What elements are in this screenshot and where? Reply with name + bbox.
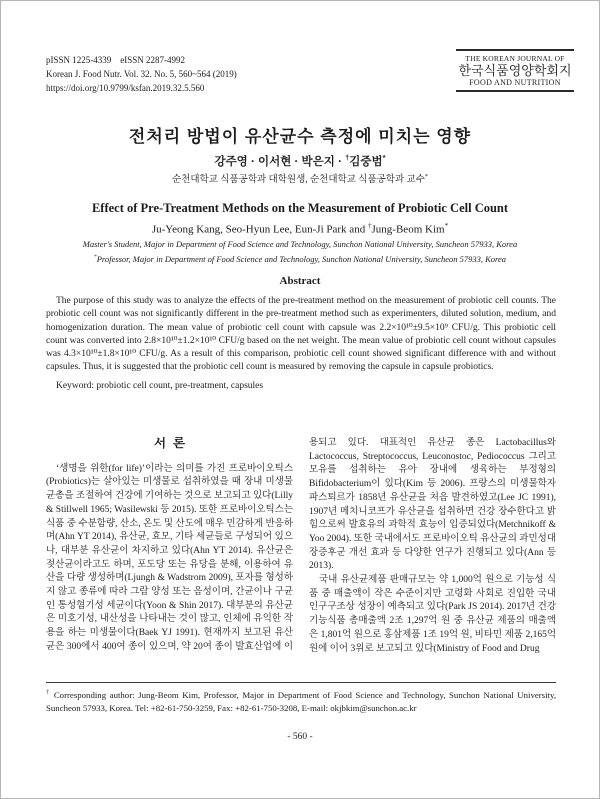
affiliation-professor-asterisk: * [93, 253, 97, 260]
affiliation-english-professor [1, 251, 599, 265]
introduction-paragraph-2: 국내 유산균제품 판매규모는 약 1,000억 원으로 기능성 식품 중 매출액이 작은 수준이지만 고령화 사회로 진입한 국내 인구구조상 성장이 예측되고 있다(Park JS 2014). 2017년 건강기능식품 총매출액 2조 1,297억 원 중 유산균 제품의 매출액은 1,801억 원으로 홍삼제품 1조 19억 원, 비타민 제품 2,165억 원에 이어 3위로 보고되고 있다(Ministry of Food and Drug [309, 575, 556, 654]
affiliation-professor-text: Professor, Major in Department of Food Science and Technology, Sunchon National University, Suncheon 57933, Korea [96, 253, 507, 264]
corresponding-dagger-mark-english: † [367, 222, 372, 230]
abstract-heading: Abstract [279, 275, 321, 287]
journal-name-english-top: THE KOREAN JOURNAL OF [465, 54, 565, 63]
journal-logo-box [456, 49, 574, 92]
introduction-heading: 서 론 [153, 437, 186, 450]
authors-english-main: Ju-Yeong Kang, Seo-Hyun Lee, Eun-Ji Park and [151, 223, 368, 236]
journal-name-english-bottom: FOOD AND NUTRITION [469, 78, 561, 87]
issn-line: pISSN 1225-4339 eISSN 2287-4992 [46, 55, 186, 65]
journal-name-korean: 한국식품영양학회지 [458, 63, 572, 78]
article-title-english: Effect of Pre-Treatment Methods on the Measurement of Probiotic Cell Count [91, 201, 509, 215]
author-korean-corresponding: 김중범 [349, 156, 383, 168]
corresponding-asterisk-mark-english: * [444, 222, 449, 230]
citation-line: Korean J. Food Nutr. Vol. 32. No. 5, 560~564 (2019) [46, 69, 237, 79]
authors-korean-main: 강주영 · 이서현 · 박은지 · [214, 156, 346, 168]
affiliations-english [1, 238, 599, 265]
introduction-section [46, 437, 556, 677]
affiliation-korean [1, 171, 599, 185]
corresponding-dagger-mark: † [345, 153, 350, 163]
affiliation-korean-asterisk: * [424, 173, 428, 180]
abstract-section [46, 295, 556, 393]
affiliation-english-students: Master's Student, Major in Department of Food Science and Technology, Sunchon National University, Suncheon 57933, Korea [82, 239, 518, 249]
page-number: - 560 - [287, 732, 313, 742]
keyword-line: Keyword: probiotic cell count, pre-treatment, capsules [56, 380, 264, 391]
footnote-dagger-mark: † [46, 690, 51, 696]
footnote-text: Corresponding author: Jung-Beom Kim, Professor, Major in Department of Food Science and Technology, Sunchon National University, Suncheon 57933, Korea. Tel: +82-61-750-3259, Fax: +82-61-750-3208, E-mail: okjbkim@sunchon.ac.kr [46, 689, 557, 713]
corresponding-author-footnote [46, 682, 556, 715]
bibliographic-header [46, 53, 237, 95]
abstract-text: The purpose of this study was to analyze the effects of the pre-treatment method on the measurement of probiotic cell counts. The probiotic cell count was not significantly different in the pre-treatment method such as experimenters, diluted solution, medium, and homogenization duration. The mean value of probiotic cell count with capsule was 2.2×10¹⁰±9.5×10⁹ CFU/g. This probiotic cell count was converted into 2.8×10¹⁰±1.2×10¹⁰ CFU/g based on the net weight. The mean value of probiotic cell count without capsules was 4.3×10¹⁰±1.8×10¹⁰ CFU/g. As a result of this comparison, probiotic cell count showed significant difference with and without capsules. Thus, it is suggested that the probiotic cell count is measured by removing the capsule in capsule probiotics. [46, 296, 556, 373]
doi-line: https://doi.org/10.9799/ksfan.2019.32.5.560 [46, 83, 205, 93]
authors-english [1, 222, 599, 236]
affiliation-korean-text: 순천대학교 식품공학과 대학원생, 순천대학교 식품공학과 교수 [172, 175, 425, 185]
article-title-korean: 전처리 방법이 유산균수 측정에 미치는 영향 [128, 127, 472, 146]
introduction-paragraph-1: ‘생명을 위한(for life)’이라는 의미를 가진 프로바이오틱스(Probiotics)는 살아있는 미생물로 섭취하였을 때 장내 미생물 균총을 조절하여 건강에 기여하는 것으로 보고되고 있다(Lilly & Stillwell 1965; Wasilewski 등 2015). 또한 프로바이오틱스는 식품 중 수분함량, 산소, 온도 및 산도에 매우 민감하게 반응하며(Ahn YT 2014), 유산균, 효모, 기타 세균들로 구성되어 있으나, 대부분 유산균이 차지하고 있다(Ahn YT 2014). 유산균은 젖산균이라고도 하며, 포도당 또는 유당을 분해, 이용하여 유산을 다량 생성하며(Ljungh & Wadstrom 2009), 포자를 형성하지 않고 종류에 따라 그람 양성 또는 음성이며, 간균이나 구균인 통성혐기성 세균이다(Yoon & Shin 2017). 대부분의 유산균은 미호기성, 내산성을 나타내는 것이 많고, 인체에 유익한 작용을 하는 미생물이다(Baek YJ 1991). 현재까지 보고된 유산균은 300에서 400여 종이 있으며, 약 20여 종이 발효산업에 이용되고 있다. 대표적인 유산균 종은 Lactobacillus와 Lactococcus, Streptococcus, Leuconostoc, Pediococcus 그리고 모유를 섭취하는 유아 장내에 생육하는 부정형의 Bifidobacterium이 있다(Kim 등 2006). 프랑스의 미생물학자 파스퇴르가 1858년 유산균을 처음 발견하였고(Lee JC 1991), 1907년 메치니코프가 유산균을 섭취하면 건강 장수한다고 밝힘으로써 발효유의 과학적 효능이 입증되었다(Metchnikoff & Yoo 2004). 또한 국내에서도 프로바이오틱 유산균의 과민성대장증후군 개선 효과 등 다양한 연구가 진행되고 있다(Ann 등 2013). [46, 438, 556, 652]
author-english-corresponding: Jung-Beom Kim [371, 223, 445, 236]
authors-korean [1, 153, 599, 169]
corresponding-asterisk-mark: * [382, 153, 386, 163]
